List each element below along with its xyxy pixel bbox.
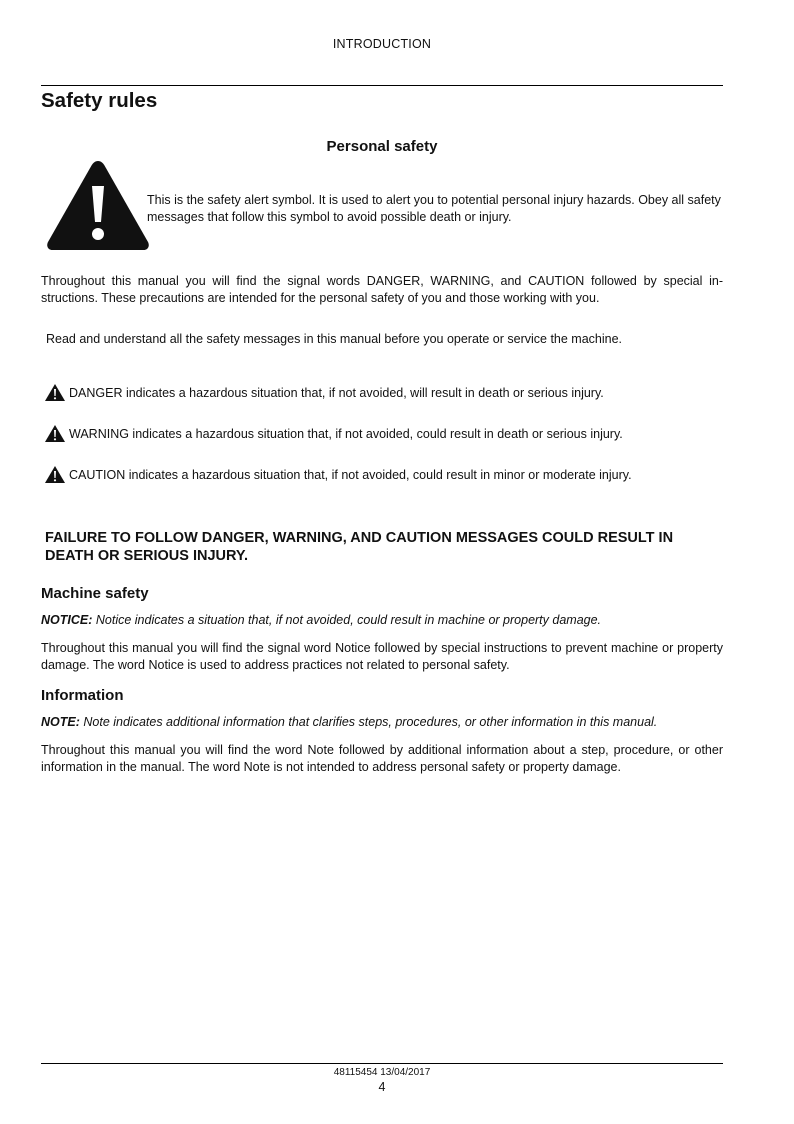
notice-text: Notice indicates a situation that, if not avoided, could result in machine or property damage. — [95, 613, 602, 627]
danger-text: DANGER indicates a hazardous situation that, if not avoided, will result in death or serious injury. — [69, 385, 604, 400]
signal-words-paragraph: Throughout this manual you will find the signal words DANGER, WARNING, and CAUTION followed by special in-structions. These precautions are intended for the personal safety of you and those working with you. — [41, 274, 723, 305]
warning-triangle-icon — [44, 424, 66, 443]
document-code: 48115454 13/04/2017 — [333, 1067, 431, 1078]
notice-label: NOTICE: — [41, 613, 93, 627]
warning-text: WARNING indicates a hazardous situation that, if not avoided, could result in death or serious injury. — [69, 426, 623, 441]
page-number: 4 — [378, 1080, 386, 1094]
warning-statement — [44, 424, 623, 443]
personal-safety-heading: Personal safety — [326, 138, 438, 155]
footer-divider — [41, 1063, 723, 1064]
header-divider — [41, 85, 723, 86]
note-text: Note indicates additional information that clarifies steps, procedures, or other information in this manual. — [83, 715, 658, 729]
information-paragraph: Throughout this manual you will find the word Note followed by additional information about a step, procedure, or other information in the manual. The word Note is not intended to address personal safety or property damage. — [41, 743, 723, 774]
alert-symbol-description: This is the safety alert symbol. It is used to alert you to potential personal injury hazards. Obey all safety messages that follow this symbol to avoid possible death or injury. — [147, 193, 721, 224]
machine-safety-paragraph: Throughout this manual you will find the signal word Notice followed by special instructions to prevent machine or property damage. The word Notice is used to address practices not related to personal safety. — [41, 641, 723, 672]
note-line — [41, 714, 723, 731]
caution-statement — [44, 465, 632, 484]
information-heading: Information — [41, 687, 124, 704]
danger-statement — [44, 383, 604, 402]
caution-text: CAUTION indicates a hazardous situation that, if not avoided, could result in minor or moderate injury. — [69, 467, 632, 482]
note-label: NOTE: — [41, 715, 80, 729]
warning-triangle-icon — [44, 383, 66, 402]
warning-triangle-icon — [45, 158, 151, 253]
failure-warning: FAILURE TO FOLLOW DANGER, WARNING, AND CAUTION MESSAGES COULD RESULT IN DEATH OR SERIOUS INJURY. — [45, 530, 674, 564]
machine-safety-heading: Machine safety — [41, 585, 149, 602]
page-header: INTRODUCTION — [332, 37, 432, 51]
notice-line — [41, 612, 723, 629]
warning-triangle-icon — [44, 465, 66, 484]
page-title: Safety rules — [41, 89, 158, 112]
read-understand-paragraph: Read and understand all the safety messages in this manual before you operate or service the machine. — [46, 332, 623, 346]
